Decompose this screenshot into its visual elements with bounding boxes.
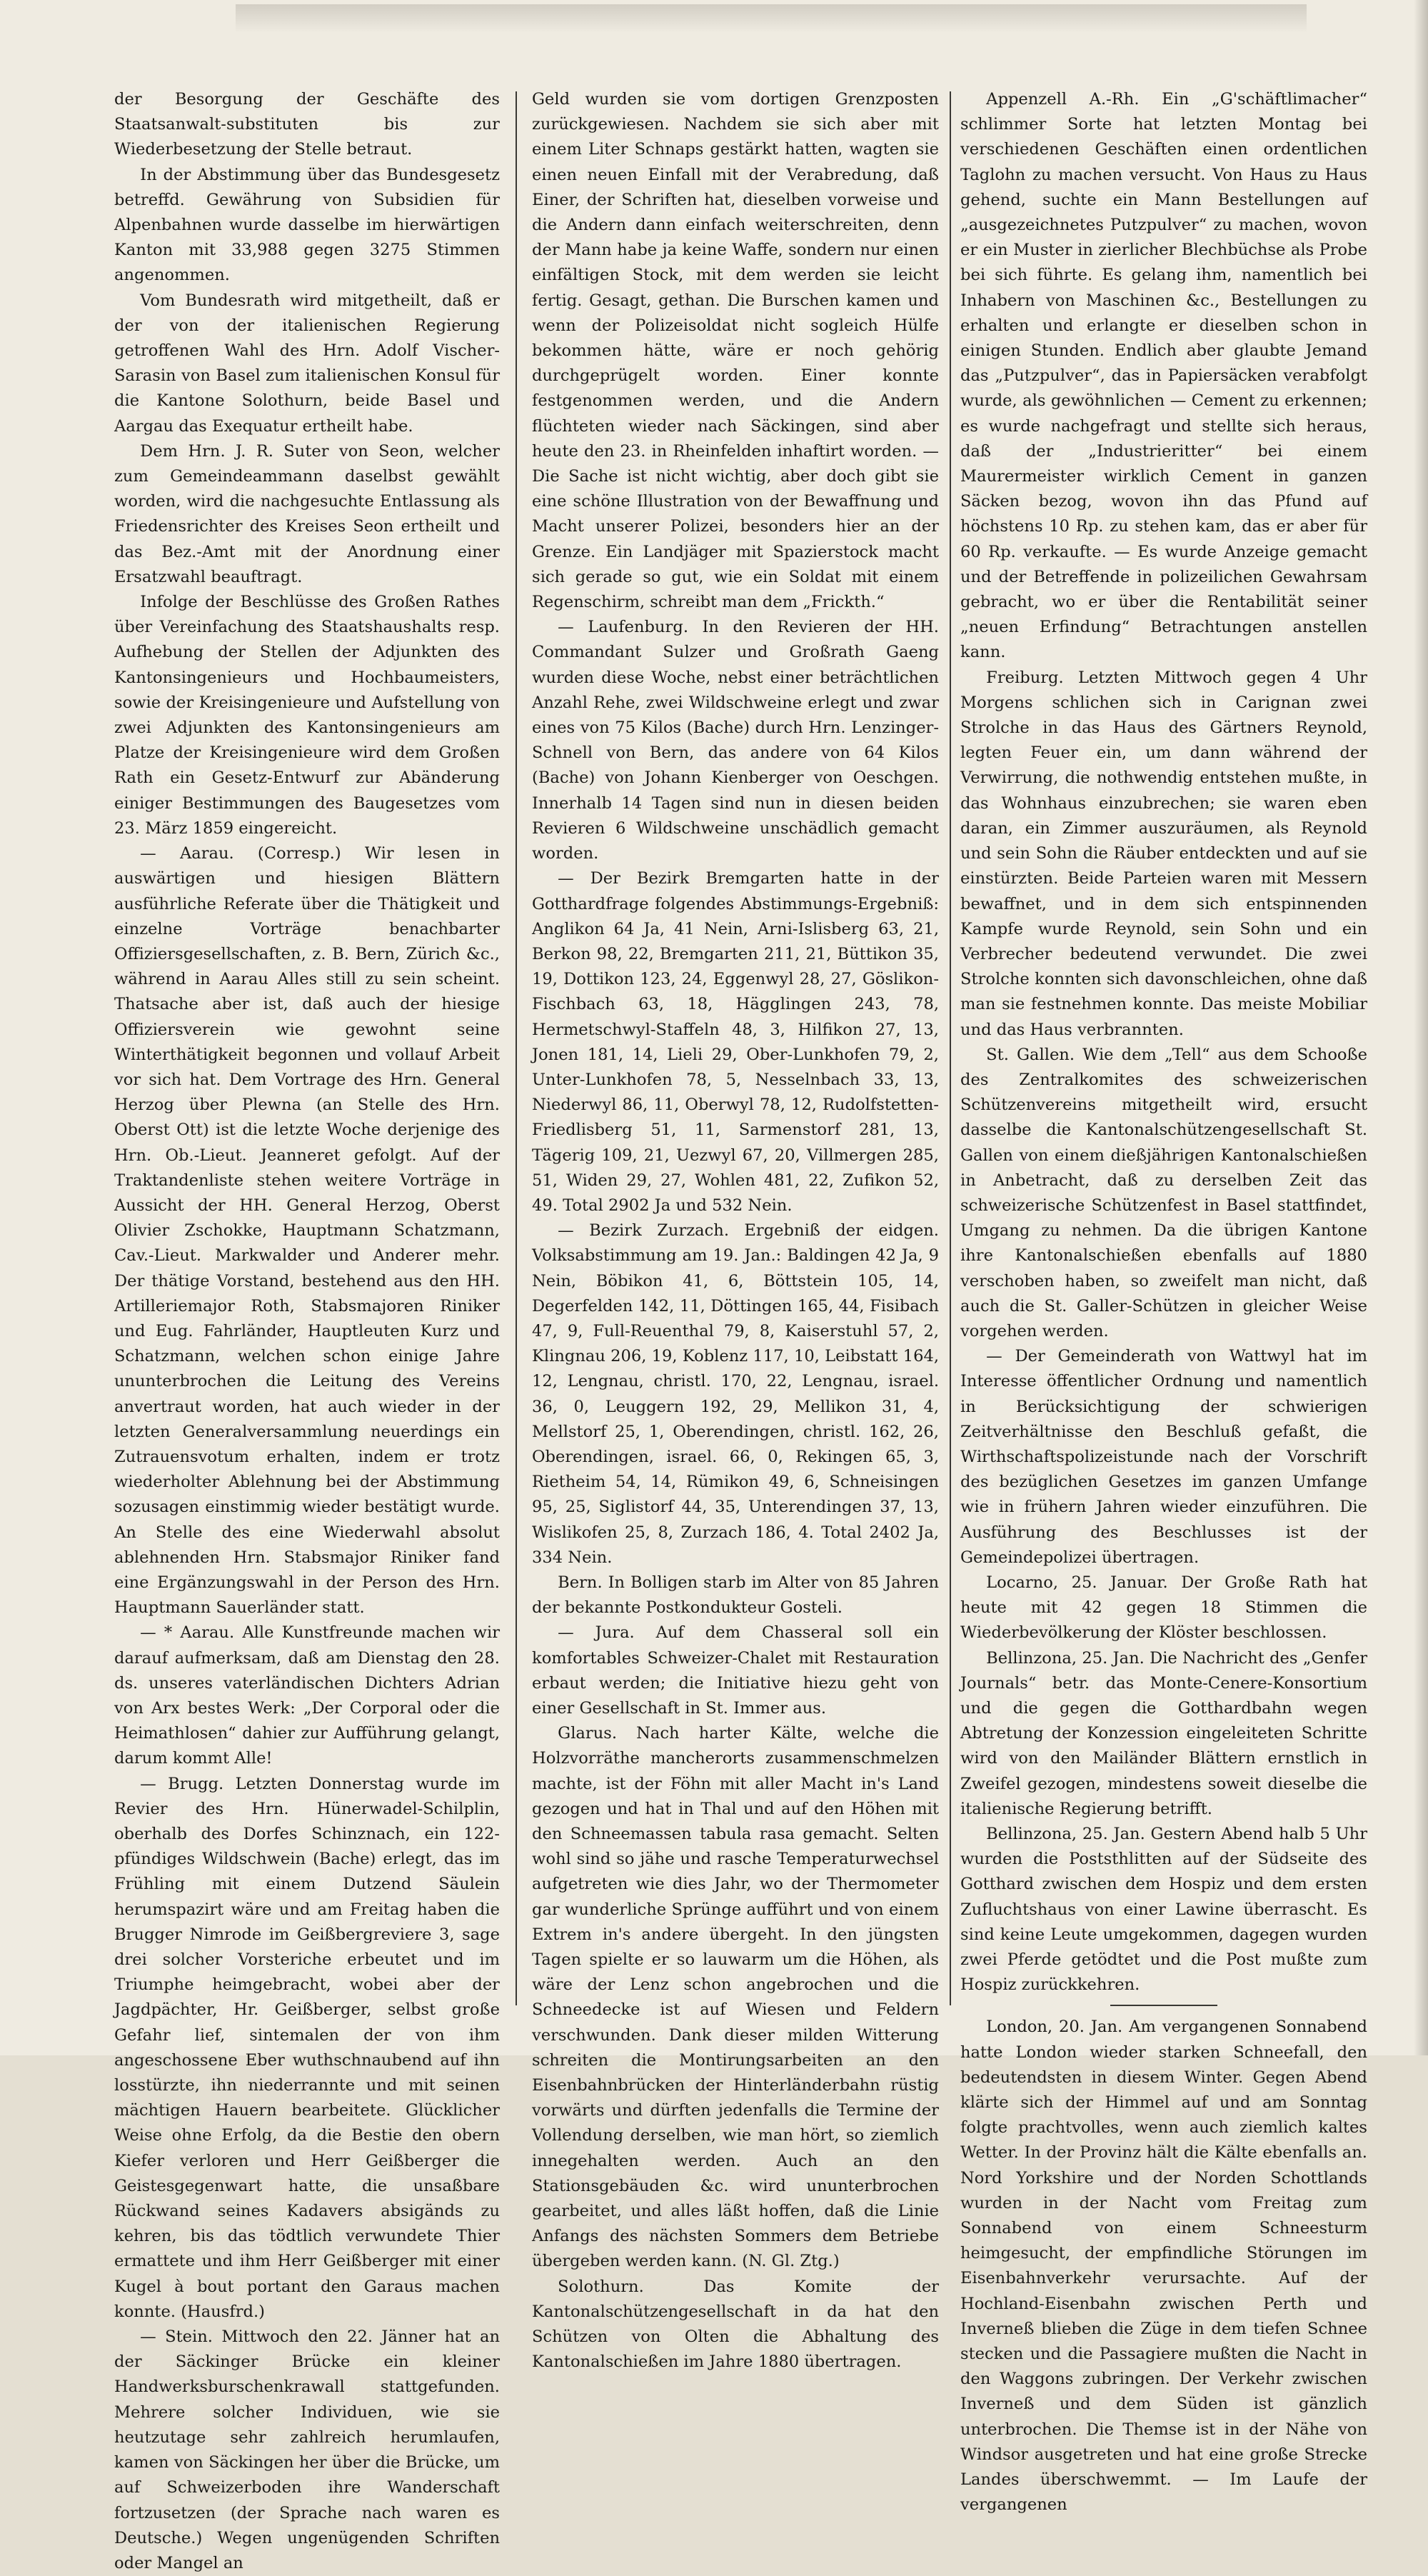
article-paragraph: — Aarau. (Corresp.) Wir lesen in auswärtigen und hiesigen Blättern ausführliche Referate über die Thätigkeit und einzelne Vorträge benachbarter Offiziersgesellschaften, z. B. Bern, Zürich &c., während in Aarau Alles still zu sein scheint. Thatsache aber ist, daß auch der hiesige Offiziersverein wie gewohnt seine Winterthätigkeit begonnen und vollauf Arbeit vor sich hat. Dem Vortrage des Hrn. General Herzog über Plewna (an Stelle des Hrn. Oberst Ott) ist die letzte Woche derjenige des Hrn. Ob.-Lieut. Jeanneret gefolgt. Auf der Traktandenliste stehen weitere Vorträge in Aussicht der HH. General Herzog, Oberst Olivier Zschokke, Hauptmann Schatzmann, Cav.-Lieut. Markwalder und Anderer mehr. Der thätige Vorstand, bestehend aus den HH. Artilleriemajor Roth, Stabsmajoren Riniker und Eug. Fahrländer, Hauptleuten Kurz und Schatzmann, welchen schon einige Jahre ununterbrochen die Leitung des Vereins anvertraut worden, hat auch wieder in der letzten Generalversammlung neuerdings ein Zutrauensvotum erhalten, indem er trotz wiederholter Ablehnung bei der Abstimmung sozusagen einstimmig wieder bestätigt wurde. An Stelle des eine Wiederwahl absolut ablehnenden Hrn. Stabsmajor Riniker fand eine Ergänzungswahl in der Person des Hrn. Hauptmann Sauerländer statt. <box>114 844 500 1618</box>
page-edge-shadow <box>1414 0 1428 2055</box>
article-paragraph: — Bezirk Zurzach. Ergebniß der eidgen. Volksabstimmung am 19. Jan.: Baldingen 42 Ja, 9 Nein, Böbikon 41, 6, Böttstein 105, 14, Degerfelden 142, 11, Döttingen 165, 44, Fisibach 47, 9, Full-Reuenthal 79, 8, Kaiserstuhl 57, 2, Klingnau 206, 19, Koblenz 117, 10, Leibstatt 164, 12, Lengnau, christl. 170, 22, Lengnau, israel. 36, 0, Leuggern 192, 29, Mellikon 31, 4, Mellstorf 25, 1, Oberendingen, christl. 162, 26, Oberendingen, israel. 66, 0, Rekingen 65, 3, Rietheim 54, 14, Rümikon 49, 6, Schneisingen 95, 25, Siglistorf 44, 35, Unterendingen 37, 13, Wislikofen 25, 8, Zurzach 186, 4. Total 2402 Ja, 334 Nein. <box>532 1221 939 1567</box>
article-paragraph: Locarno, 25. Januar. Der Große Rath hat heute mit 42 gegen 18 Stimmen die Wiederbevölkerung der Klöster beschlossen. <box>960 1573 1367 1643</box>
article-paragraph: — Laufenburg. In den Revieren der HH. Commandant Sulzer und Großrath Gaeng wurden diese Woche, nebst einer beträchtlichen Anzahl Rehe, zwei Wildschweine erlegt und zwar eines von 75 Kilos (Bache) durch Hrn. Lenzinger-Schnell von Bern, das andere von 64 Kilos (Bache) von Johann Kienberger von Oeschgen. Innerhalb 14 Tagen sind nun in diesen beiden Revieren 6 Wildschweine unschädlich gemacht worden. <box>532 618 939 863</box>
column-1 <box>114 87 500 2572</box>
article-paragraph: — Brugg. Letzten Donnerstag wurde im Revier des Hrn. Hünerwadel-Schilplin, oberhalb des Dorfes Schinznach, ein 122-pfündiges Wildschwein (Bache) erlegt, das im Frühling mit einem Dutzend Säulein herumspazirt wäre und am Freitag haben die Brugger Nimrode im Geißbergreviere 3, sage drei solcher Vorsteriche erbeutet und im Triumphe heimgebracht, wobei aber der Jagdpächter, Hr. Geißberger, selbst große Gefahr lief, sintemalen der von ihm angeschossene Eber wuthschnaubend auf ihn losstürzte, ihn niederrannte und mit seinen mächtigen Hauern bearbeitete. Glücklicher Weise ohne Erfolg, da die Bestie den obern Kiefer verloren und Herr Geißberger die Geistesgegenwart hatte, die unsaßbare Rückwand seines Kadavers absigänds zu kehren, bis das tödtlich verwundete Thier ermattete und ihm Herr Geißberger mit einer Kugel à bout portant den Garaus machen konnte. (Hausfrd.) <box>114 1774 500 2321</box>
article-paragraph: — * Aarau. Alle Kunstfreunde machen wir darauf aufmerksam, daß am Dienstag den 28. ds. unseres vaterländischen Dichters Adrian von Arx bestes Werk: „Der Corporal oder die Heimathlosen“ dahier zur Aufführung gelangt, darum kommt Alle! <box>114 1623 500 1768</box>
article-paragraph: der Besorgung der Geschäfte des Staatsanwalt-substituten bis zur Wiederbesetzung der Stelle betraut. <box>114 90 500 159</box>
article-paragraph: — Der Gemeinderath von Wattwyl hat im Interesse öffentlicher Ordnung und namentlich in Berücksichtigung der schwierigen Zeitverhältnisse den Beschluß gefaßt, die Wirthschaftspolizeistunde nach der Vorschrift des bezüglichen Gesetzes im ganzen Umfange wie in frühern Jahren wieder einzuführen. Die Ausführung des Beschlusses ist der Gemeindepolizei übertragen. <box>960 1347 1367 1567</box>
column-2 <box>532 87 939 2372</box>
article-paragraph: Bern. In Bolligen starb im Alter von 85 Jahren der bekannte Postkondukteur Gosteli. <box>532 1573 939 1618</box>
article-paragraph: Bellinzona, 25. Jan. Die Nachricht des „Genfer Journals“ betr. das Monte-Cenere-Konsortium und die gegen die Gotthardbahn wegen Abtretung der Konzession eingeleiteten Schritte wird von den Mailänder Blättern ernstlich in Zweifel gezogen, mindestens soweit dieselbe die italienische Regierung betrifft. <box>960 1648 1367 1818</box>
article-paragraph: St. Gallen. Wie dem „Tell“ aus dem Schooße des Zentralkomites des schweizerischen Schützenvereins mitgetheilt wird, ersucht dasselbe die Kantonalschützengesellschaft St. Gallen von einem dießjährigen Kantonalschießen in Anbetracht, daß zu derselben Zeit das schweizerische Schützenfest in Basel stattfindet, Umgang zu nehmen. Da die übrigen Kantone ihre Kantonalschießen ebenfalls auf 1880 verschoben haben, so zweifelt man nicht, daß auch die St. Galler-Schützen in gleicher Weise vorgehen werden. <box>960 1045 1367 1340</box>
article-paragraph: Vom Bundesrath wird mitgetheilt, daß er der von der italienischen Regierung getroffenen Wahl des Hrn. Adolf Vischer-Sarasin von Basel zum italienischen Konsul für die Kantone Solothurn, beide Basel und Aargau das Exequatur ertheilt habe. <box>114 291 500 436</box>
column-rule <box>516 91 517 2005</box>
article-paragraph: Freiburg. Letzten Mittwoch gegen 4 Uhr Morgens schlichen sich in Carignan zwei Strolche in das Haus des Gärtners Reynold, legten Feuer ein, um dann während der Verwirrung, die nothwendig entstehen mußte, in das Wohnhaus einzubrechen; sie waren eben daran, ein Zimmer auszuräumen, als Reynold und sein Sohn die Räuber entdeckten und auf sie einstürzten. Beide Parteien waren mit Messern bewaffnet, und in dem sich entspinnenden Kampfe wurde Reynold, sein Sohn und ein Verbrecher bedeutend verwundet. Die zwei Strolche konnten sich davonschleichen, ohne daß man sie festnehmen konnte. Das meiste Mobiliar und das Haus verbrannten. <box>960 668 1367 1039</box>
article-paragraph: — Der Bezirk Bremgarten hatte in der Gotthardfrage folgendes Abstimmungs-Ergebniß: Anglikon 64 Ja, 41 Nein, Arni-Islisberg 63, 21, Berkon 98, 22, Bremgarten 211, 21, Büttikon 35, 19, Dottikon 123, 24, Eggenwyl 28, 27, Göslikon-Fischbach 63, 18, Hägglingen 243, 78, Hermetschwyl-Staffeln 48, 3, Hilfikon 27, 13, Jonen 181, 14, Lieli 29, Ober-Lunkhofen 79, 2, Unter-Lunkhofen 78, 5, Nesselnbach 33, 13, Niederwyl 86, 11, Oberwyl 78, 12, Rudolfstetten-Friedlisberg 51, 11, Sarmenstorf 281, 13, Tägerig 109, 21, Uezwyl 67, 20, Villmergen 285, 51, Widen 29, 27, Wohlen 481, 22, Zufikon 52, 49. Total 2902 Ja und 532 Nein. <box>532 869 939 1215</box>
column-3 <box>960 87 1367 2515</box>
section-divider <box>1110 2005 1217 2006</box>
article-paragraph: Glarus. Nach harter Kälte, welche die Holzvorräthe mancherorts zusammenschmelzen machte, ist der Föhn mit aller Macht in's Land gezogen und hat in Thal und auf den Höhen mit den Schneemassen tabula rasa gemacht. Selten wohl sind so jähe und rasche Temperaturwechsel aufgetreten wie dies Jahr, wo der Thermometer gar wunderliche Sprünge aufführt und von einem Extrem in's andere übergeht. In den jüngsten Tagen spielte er so lauwarm um die Höhen, als wäre der Lenz schon angebrochen und die Schneedecke ist auf Wiesen und Feldern verschwunden. Dank dieser milden Witterung schreiten die Montirungsarbeiten an den Eisenbahnbrücken der Hinterländerbahn rüstig vorwärts und dürften jedenfalls die Termine der Vollendung derselben, wie man hört, so ziemlich innegehalten werden. Auch an den Stationsgebäuden &c. wird ununterbrochen gearbeitet, und alles läßt hoffen, daß die Linie Anfangs des nächsten Sommers dem Betriebe übergeben werden kann. (N. Gl. Ztg.) <box>532 1724 939 2271</box>
article-paragraph: Infolge der Beschlüsse des Großen Rathes über Vereinfachung des Staatshaushalts resp. Aufhebung der Stellen der Adjunkten des Kantonsingenieurs und Hochbaumeisters, sowie der Kreisingenieure und Aufstellung von zwei Adjunkten des Kantonsingenieurs am Platze der Kreisingenieure wird dem Großen Rath ein Gesetz-Entwurf zur Abänderung einiger Bestimmungen des Baugesetzes vom 23. März 1859 eingereicht. <box>114 593 500 838</box>
article-paragraph: Bellinzona, 25. Jan. Gestern Abend halb 5 Uhr wurden die Poststhlitten auf der Südseite des Gotthard zwischen dem Hospiz und dem ersten Zufluchtshaus von einer Lawine überrascht. Es sind keine Leute umgekommen, dagegen wurden zwei Pferde getödtet und die Post mußte zum Hospiz zurückkehren. <box>960 1825 1367 1995</box>
article-paragraph: — Stein. Mittwoch den 22. Jänner hat an der Säckinger Brücke ein kleiner Handwerksburschenkrawall stattgefunden. Mehrere solcher Individuen, wie sie heutzutage sehr zahlreich herumlaufen, kamen von Säckingen her über die Brücke, um auf Schweizerboden ihre Wanderschaft fortzusetzen (der Sprache nach waren es Deutsche.) Wegen ungenügenden Schriften oder Mangel an <box>114 2327 500 2572</box>
article-paragraph: — Jura. Auf dem Chasseral soll ein komfortables Schweizer-Chalet mit Restauration erbaut werden; die Initiative hiezu geht von einer Gesellschaft in St. Immer aus. <box>532 1623 939 1718</box>
page-header-bleed <box>236 4 1307 33</box>
article-paragraph: Appenzell A.-Rh. Ein „G'schäftlimacher“ schlimmer Sorte hat letzten Montag bei verschiedenen Geschäften einen ordentlichen Taglohn zu machen versucht. Von Haus zu Haus gehend, suchte ein Mann Bestellungen auf „ausgezeichnetes Putzpulver“ zu machen, wovon er ein Muster in zierlicher Blechbüchse als Probe bei sich führte. Es gelang ihm, namentlich bei Inhabern von Maschinen &c., Bestellungen zu erhalten und erlangte er dieselben schon in einigen Stunden. Endlich aber glaubte Jemand das „Putzpulver“, das in Papiersäcken verabfolgt wurde, als gewöhnlichen — Cement zu erkennen; es wurde nachgefragt und stellte sich heraus, daß der „Industrieritter“ bei einem Maurermeister wirklich Cement in ganzen Säcken bezog, wovon ihn das Pfund auf höchstens 10 Rp. zu stehen kam, das er aber für 60 Rp. verkaufte. — Es wurde Anzeige gemacht und der Betreffende in polizeilichen Gewahrsam gebracht, wo er über die Rentabilität seiner „neuen Erfindung“ Betrachtungen anstellen kann. <box>960 90 1367 662</box>
article-paragraph: In der Abstimmung über das Bundesgesetz betreffd. Gewährung von Subsidien für Alpenbahnen wurde dasselbe im hierwärtigen Kanton mit 33,988 gegen 3275 Stimmen angenommen. <box>114 165 500 285</box>
article-paragraph: Geld wurden sie vom dortigen Grenzposten zurückgewiesen. Nachdem sie sich aber mit einem Liter Schnaps gestärkt hatten, wagten sie einen neuen Einfall mit der Verabredung, daß Einer, der Schriften hat, dieselben vorweise und die Andern dann einfach weiterschreiten, denn der Mann habe ja keine Waffe, sondern nur einen einfältigen Stock, mit dem werden sie leicht fertig. Gesagt, gethan. Die Burschen kamen und wenn der Polizeisoldat nicht sogleich Hülfe bekommen hätte, wäre er noch gehörig durchgeprügelt worden. Einer konnte festgenommen werden, und die Andern flüchteten wieder nach Säckingen, sind aber heute den 23. in Rheinfelden inhaftirt worden. — Die Sache ist nicht wichtig, aber doch gibt sie eine schöne Illustration von der Bewaffnung und Macht unserer Polizei, besonders hier an der Grenze. Ein Landjäger mit Spazierstock macht sich gerade so gut, wie ein Soldat mit einem Regenschirm, schreibt man dem „Frickth.“ <box>532 90 939 612</box>
column-rule <box>950 91 951 2005</box>
article-paragraph: London, 20. Jan. Am vergangenen Sonnabend hatte London wieder starken Schneefall, den bedeutendsten in diesem Winter. Gegen Abend klärte sich der Himmel auf und am Sonntag folgte prachtvolles, wenn auch ziemlich kaltes Wetter. In der Provinz hält die Kälte ebenfalls an. Nord Yorkshire und der Norden Schottlands wurden in der Nacht vom Freitag zum Sonnabend von einem Schneesturm heimgesucht, der empfindliche Störungen im Eisenbahnverkehr verursachte. Auf der Hochland-Eisenbahn zwischen Perth und Inverneß blieben die Züge in dem tiefen Schnee stecken und die Passagiere mußten die Nacht in den Waggons zubringen. Der Verkehr zwischen Inverneß und dem Süden ist gänzlich unterbrochen. Die Themse ist in der Nähe von Windsor ausgetreten und hat eine große Strecke Landes überschwemmt. — Im Laufe der vergangenen <box>960 2018 1367 2515</box>
article-paragraph: Dem Hrn. J. R. Suter von Seon, welcher zum Gemeindeammann daselbst gewählt worden, wird die nachgesuchte Entlassung als Friedensrichter des Kreises Seon ertheilt und das Bez.-Amt mit der Anordnung einer Ersatzwahl beauftragt. <box>114 441 500 586</box>
article-paragraph: Solothurn. Das Komite der Kantonalschützengesellschaft in da hat den Schützen von Olten die Abhaltung des Kantonalschießen im Jahre 1880 übertragen. <box>532 2277 939 2372</box>
